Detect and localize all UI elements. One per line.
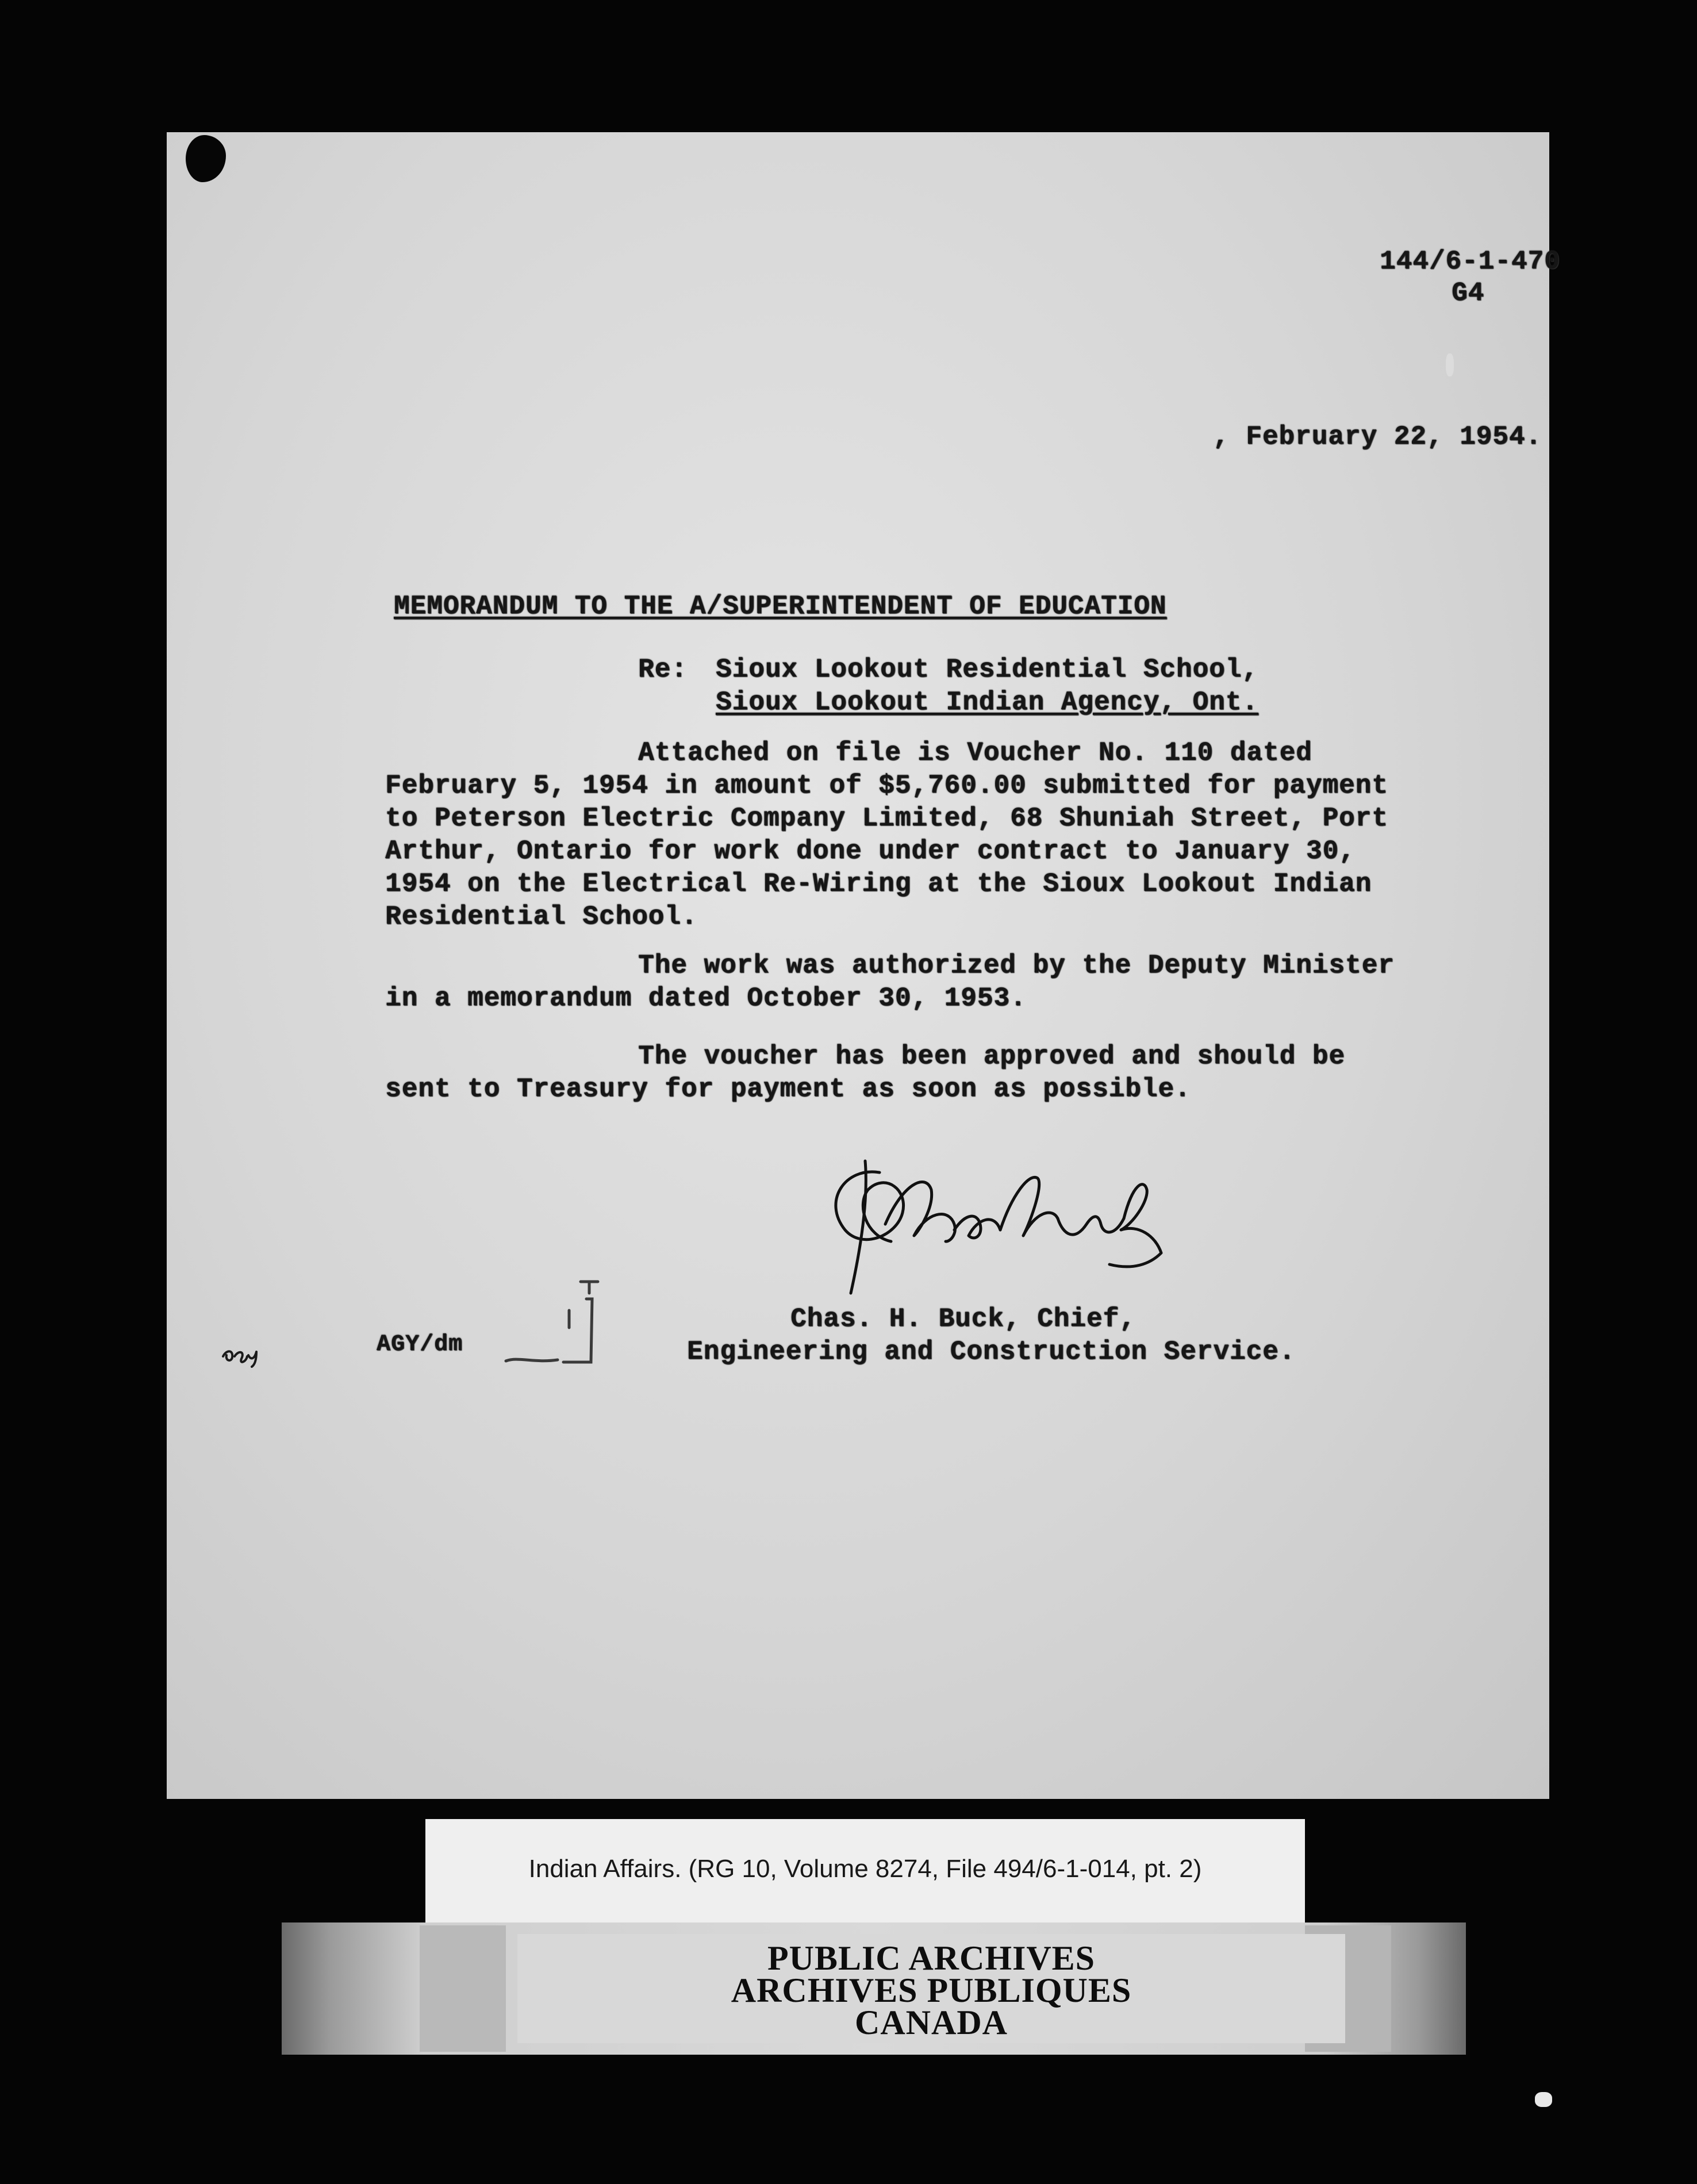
- re-subject-line-1: Sioux Lookout Residential School,: [716, 655, 1258, 685]
- file-reference-number: 144/6-1-470: [1380, 247, 1561, 276]
- file-reference-code: G4: [1452, 278, 1485, 308]
- handwritten-signature: [811, 1149, 1167, 1299]
- paragraph-line: The work was authorized by the Deputy Minister: [638, 951, 1395, 981]
- film-speck: [1535, 2092, 1552, 2107]
- margin-initials-mark: [218, 1339, 264, 1368]
- paragraph-line: Attached on file is Voucher No. 110 dated: [638, 738, 1312, 768]
- memo-heading: MEMORANDUM TO THE A/SUPERINTENDENT OF EDUCATION: [394, 591, 1167, 621]
- re-label: Re:: [638, 655, 688, 685]
- film-speck: [1446, 353, 1454, 376]
- archive-stamp-line-3: CANADA: [855, 2004, 1008, 2041]
- archive-reference-text: Indian Affairs. (RG 10, Volume 8274, File 494/6-1-014, pt. 2): [528, 1855, 1202, 1883]
- archive-stamp: [282, 1922, 1466, 2055]
- re-subject-line-2: Sioux Lookout Indian Agency, Ont.: [716, 687, 1258, 717]
- signer-title: Engineering and Construction Service.: [687, 1337, 1296, 1367]
- paper-clip-mark: [494, 1276, 621, 1374]
- paragraph-line: Arthur, Ontario for work done under contract to January 30,: [385, 836, 1356, 866]
- archive-reference-label: [425, 1819, 1305, 1925]
- typist-initials: AGY/dm: [377, 1332, 463, 1358]
- archive-stamp-line-1: PUBLIC ARCHIVES: [767, 1939, 1096, 1977]
- paragraph-line: in a memorandum dated October 30, 1953.: [385, 983, 1027, 1013]
- paragraph-line: to Peterson Electric Company Limited, 68 Shuniah Street, Port: [385, 803, 1388, 833]
- archive-stamp-line-2: ARCHIVES PUBLIQUES: [731, 1971, 1132, 2009]
- paragraph-line: sent to Treasury for payment as soon as possible.: [385, 1074, 1191, 1104]
- memo-date: , February 22, 1954.: [1213, 422, 1542, 452]
- archive-stamp-panel: [517, 1934, 1345, 2043]
- paragraph-line: Residential School.: [385, 902, 698, 932]
- paragraph-line: 1954 on the Electrical Re-Wiring at the Sioux Lookout Indian: [385, 869, 1372, 899]
- signer-name: Chas. H. Buck, Chief,: [790, 1304, 1136, 1334]
- paragraph-line: The voucher has been approved and should be: [638, 1041, 1345, 1071]
- paragraph-line: February 5, 1954 in amount of $5,760.00 submitted for payment: [385, 771, 1388, 801]
